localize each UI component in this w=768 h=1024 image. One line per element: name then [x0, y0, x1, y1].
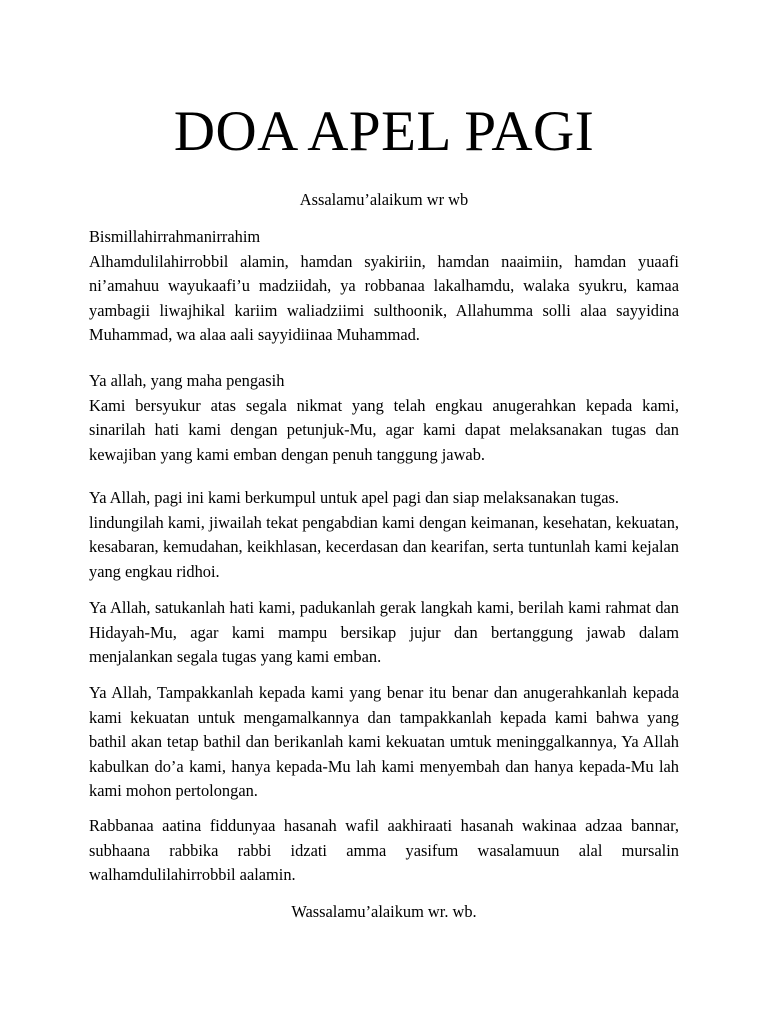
paragraph-6 — [89, 814, 679, 888]
paragraph-1-heading: Bismillahirrahmanirrahim — [89, 227, 261, 246]
paragraph-1-text: Alhamdulilahirrobbil alamin, hamdan syakiriin, hamdan naaimiin, hamdan yuaafi ni’amahuu wayukaafi’u madziidah, ya robbanaa lakalhamdu, walaka syukru, kamaa yambagii liwajhikal kariim waliadziimi sulthoonik, Allahumma solli alaa sayyidina Muhammad, wa alaa aali sayyidiinaa Muhammad. — [89, 251, 679, 345]
paragraph-2-text: Kami bersyukur atas segala nikmat yang telah engkau anugerahkan kepada kami, sinarilah hati kami dengan petunjuk-Mu, agar kami dapat melaksanakan tugas dan kewajiban yang kami emban dengan penuh tanggung jawab. — [89, 395, 679, 464]
paragraph-3 — [89, 486, 679, 584]
opening-greeting: Assalamu’alaikum wr wb — [299, 190, 469, 209]
paragraph-2 — [89, 369, 679, 467]
paragraph-5 — [89, 681, 679, 804]
paragraph-6-text: Rabbanaa aatina fiddunyaa hasanah wafil aakhiraati hasanah wakinaa adzaa bannar, subhaana rabbika rabbi idzati amma yasifum wasalamuun alal mursalin walhamdulilahirrobbil aalamin. — [89, 816, 679, 885]
paragraph-2-heading: Ya allah, yang maha pengasih — [89, 371, 285, 390]
paragraph-1 — [89, 225, 679, 348]
document-title: DOA APEL PAGI — [173, 100, 595, 163]
paragraph-5-text: Ya Allah, Tampakkanlah kepada kami yang benar itu benar dan anugerahkanlah kepada kami kekuatan untuk mengamalkannya dan tampakkanlah kepada kami bahwa yang bathil akan tetap bathil dan berikanlah kami kekuatan umtuk meninggalkannya, Ya Allah kabulkan do’a kami, hanya kepada-Mu lah kami menyembah dan hanya kepada-Mu lah kami mohon pertolongan. — [89, 683, 679, 801]
paragraph-4 — [89, 596, 679, 670]
closing-greeting: Wassalamu’alaikum wr. wb. — [291, 902, 477, 921]
paragraph-4-text: Ya Allah, satukanlah hati kami, padukanlah gerak langkah kami, berilah kami rahmat dan Hidayah-Mu, agar kami mampu bersikap jujur dan bertanggung jawab dalam menjalankan segala tugas yang kami emban. — [89, 598, 679, 667]
paragraph-3-heading: Ya Allah, pagi ini kami berkumpul untuk apel pagi dan siap melaksanakan tugas. — [89, 488, 620, 507]
paragraph-3-text: lindungilah kami, jiwailah tekat pengabdian kami dengan keimanan, kesehatan, kekuatan, kesabaran, kemudahan, keikhlasan, kecerdasan dan kearifan, serta tuntunlah kami kejalan yang engkau ridhoi. — [89, 512, 679, 581]
